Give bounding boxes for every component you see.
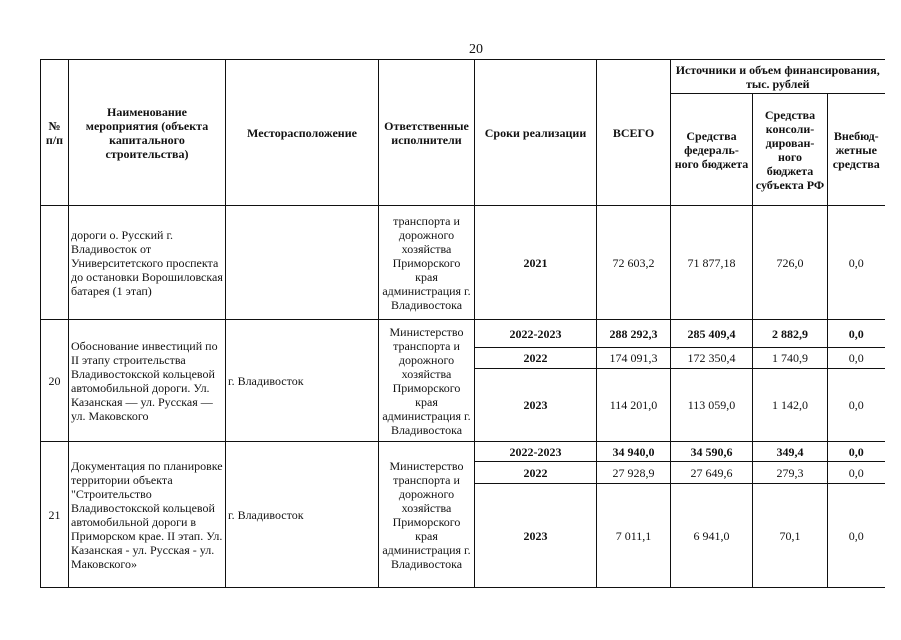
row-total: 72 603,2	[597, 206, 671, 320]
row-regional: 70,1	[753, 484, 828, 588]
row-num: 21	[41, 442, 69, 588]
row-regional: 279,3	[753, 462, 828, 484]
row-period: 2022-2023	[475, 320, 597, 348]
row-extra: 0,0	[828, 369, 885, 442]
row-num: 20	[41, 320, 69, 442]
row-period: 2022-2023	[475, 442, 597, 462]
row-responsible: транспорта и дорожного хозяйства Приморского края администрация г. Владивостока	[379, 206, 475, 320]
row-period: 2023	[475, 484, 597, 588]
row-total: 7 011,1	[597, 484, 671, 588]
row-period: 2022	[475, 348, 597, 369]
header-num: № п/п	[41, 60, 69, 206]
row-period: 2021	[475, 206, 597, 320]
row-federal: 34 590,6	[671, 442, 753, 462]
table-row	[41, 320, 885, 348]
table-row	[41, 442, 885, 462]
row-extra: 0,0	[828, 348, 885, 369]
row-total: 288 292,3	[597, 320, 671, 348]
row-responsible: Министерство транспорта и дорожного хозяйства Приморского края администрация г. Владивостока	[379, 320, 475, 442]
row-federal: 6 941,0	[671, 484, 753, 588]
row-total: 27 928,9	[597, 462, 671, 484]
header-extra: Внебюд-жетные средства	[828, 94, 885, 206]
row-total: 34 940,0	[597, 442, 671, 462]
row-name: дороги о. Русский г. Владивосток от Университетского проспекта до остановки Ворошиловская батарея (1 этап)	[69, 206, 226, 320]
header-sources: Источники и объем финансирования, тыс. рублей	[671, 60, 885, 94]
row-total: 174 091,3	[597, 348, 671, 369]
row-location: г. Владивосток	[226, 442, 379, 588]
row-regional: 726,0	[753, 206, 828, 320]
header-federal: Средства федераль-ного бюджета	[671, 94, 753, 206]
page-number: 20	[469, 42, 483, 57]
row-federal: 172 350,4	[671, 348, 753, 369]
row-regional: 1 142,0	[753, 369, 828, 442]
row-period: 2023	[475, 369, 597, 442]
row-federal: 27 649,6	[671, 462, 753, 484]
header-total: ВСЕГО	[597, 60, 671, 206]
row-extra: 0,0	[828, 462, 885, 484]
row-regional: 2 882,9	[753, 320, 828, 348]
financing-table	[40, 59, 885, 588]
row-regional: 1 740,9	[753, 348, 828, 369]
row-extra: 0,0	[828, 206, 885, 320]
row-federal: 71 877,18	[671, 206, 753, 320]
row-name: Документация по планировке территории объекта "Строительство Владивостокской кольцевой автомобильной дороги в Приморском крае. II этап. Ул. Казанская - ул. Русская - ул. Маковского»	[69, 442, 226, 588]
header-location: Месторасположение	[226, 60, 379, 206]
header-period: Сроки реализации	[475, 60, 597, 206]
row-regional: 349,4	[753, 442, 828, 462]
row-responsible: Министерство транспорта и дорожного хозяйства Приморского края администрация г. Владивостока	[379, 442, 475, 588]
header-name: Наименование мероприятия (объекта капитального строительства)	[69, 60, 226, 206]
header-responsible: Ответственные исполнители	[379, 60, 475, 206]
row-name: Обоснование инвестиций по II этапу строительства Владивостокской кольцевой автомобильной дороги. Ул. Казанская — ул. Русская — ул. Маковского	[69, 320, 226, 442]
header-regional: Средства консоли-дирован-ного бюджета субъекта РФ	[753, 94, 828, 206]
row-num	[41, 206, 69, 320]
row-federal: 113 059,0	[671, 369, 753, 442]
row-federal: 285 409,4	[671, 320, 753, 348]
table-row	[41, 206, 885, 320]
row-period: 2022	[475, 462, 597, 484]
row-extra: 0,0	[828, 320, 885, 348]
row-location	[226, 206, 379, 320]
row-location: г. Владивосток	[226, 320, 379, 442]
row-extra: 0,0	[828, 442, 885, 462]
row-total: 114 201,0	[597, 369, 671, 442]
row-extra: 0,0	[828, 484, 885, 588]
